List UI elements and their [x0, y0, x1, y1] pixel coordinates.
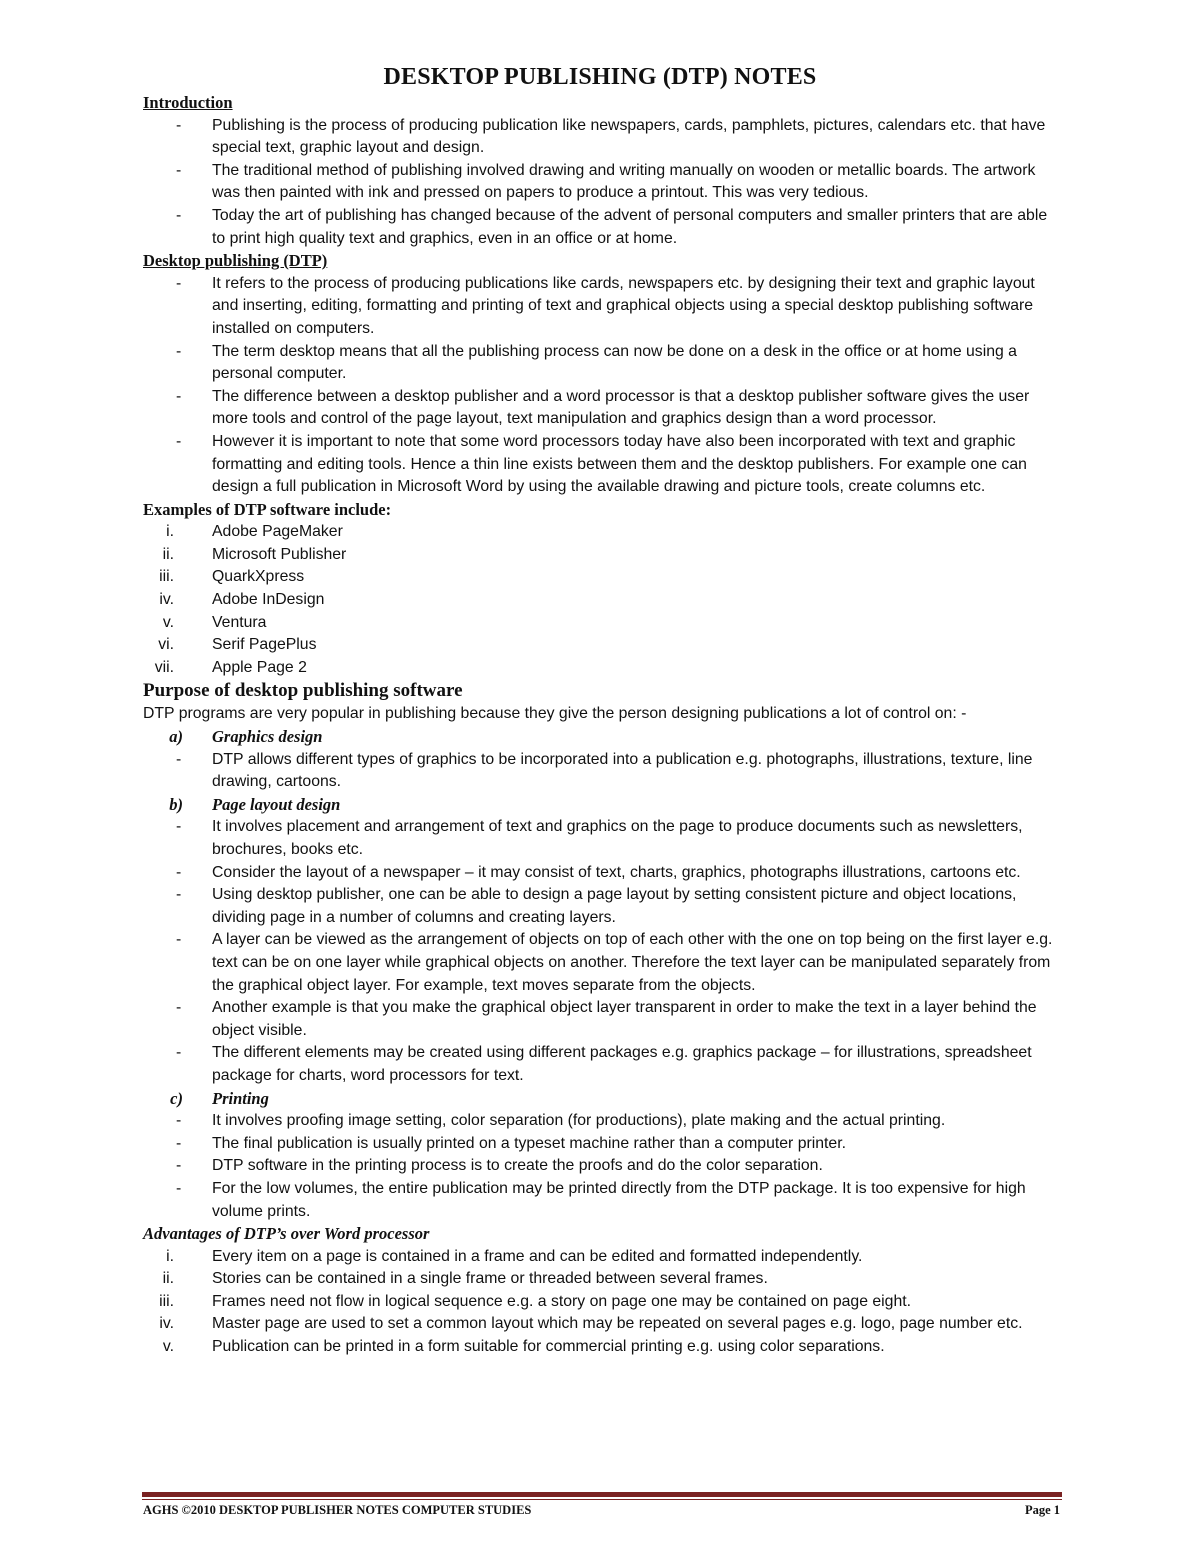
list-item — [143, 612, 1063, 635]
heading-advantages: Advantages of DTP’s over Word processor — [143, 1224, 430, 1244]
list-item: - It involves proofing image setting, color separation (for productions), plate making and the actual printing. — [143, 1110, 1063, 1133]
list-text: Frames need not flow in logical sequence e.g. a story on page one may be contained on page eight. — [212, 1292, 912, 1310]
list-item — [143, 566, 1063, 589]
sub-letter: c) — [170, 1088, 183, 1108]
list-numeral: v. — [162, 1338, 174, 1356]
list-item: - However it is important to note that some word processors today have also been incorporated with text and graphic formatting and editing tools. Hence a thin line exists between them and the desktop publishers. For example one can design a full publication in Microsoft Word by using the available drawing and picture tools, create columns etc. — [143, 431, 1063, 499]
advantages-list — [143, 1246, 1063, 1359]
list-text: Publication can be printed in a form suitable for commercial printing e.g. using color separations. — [212, 1338, 885, 1356]
list-text: Adobe InDesign — [212, 591, 325, 609]
list-numeral: v. — [162, 613, 174, 631]
list-item: - DTP software in the printing process is to create the proofs and do the color separation. — [143, 1155, 1063, 1178]
footer-rule-thin — [142, 1499, 1062, 1500]
sub-title: Graphics design — [212, 727, 323, 747]
printing-list — [143, 1110, 1063, 1223]
list-item — [143, 1291, 1063, 1314]
list-numeral: iii. — [159, 568, 174, 586]
list-numeral: iii. — [159, 1292, 174, 1310]
list-text: Apple Page 2 — [212, 658, 307, 676]
list-item: - Another example is that you make the graphical object layer transparent in order to make the text in a layer behind the object visible. — [143, 997, 1063, 1042]
list-text: Serif PagePlus — [212, 636, 317, 654]
list-item — [143, 521, 1063, 544]
page-number: Page 1 — [1024, 1503, 1060, 1517]
list-text: Adobe PageMaker — [212, 523, 343, 541]
sub-title: Printing — [212, 1088, 269, 1108]
dtp-list — [143, 273, 1063, 499]
list-item — [143, 1246, 1063, 1269]
heading-purpose: Purpose of desktop publishing software — [143, 680, 463, 702]
subheading-printing — [143, 1088, 1063, 1111]
list-numeral: iv. — [159, 1315, 174, 1333]
list-item: - Using desktop publisher, one can be able to design a page layout by setting consistent picture and object locations, dividing page in a number of columns and creating layers. — [143, 884, 1063, 929]
footer-rule — [142, 1492, 1062, 1497]
heading-introduction: Introduction — [143, 93, 233, 112]
list-numeral: vi. — [158, 636, 174, 654]
page-title: DESKTOP PUBLISHING (DTP) NOTES — [383, 64, 817, 90]
sub-title: Page layout design — [212, 794, 341, 814]
footer-text: AGHS ©2010 DESKTOP PUBLISHER NOTES COMPUTER STUDIES — [143, 1503, 532, 1517]
list-item — [143, 1336, 1063, 1359]
purpose-intro: DTP programs are very popular in publishing because they give the person designing publications a lot of control on: - — [143, 705, 967, 723]
graphics-list — [143, 749, 1063, 794]
heading-desktop-publishing: Desktop publishing (DTP) — [143, 251, 328, 271]
list-item — [143, 1268, 1063, 1291]
sub-letter: a) — [169, 727, 183, 747]
list-item: - For the low volumes, the entire publication may be printed directly from the DTP package. It is too expensive for high volume prints. — [143, 1178, 1063, 1223]
list-item — [143, 1313, 1063, 1336]
subheading-graphics-design — [143, 726, 1063, 749]
list-item: - Publishing is the process of producing publication like newspapers, cards, pamphlets, pictures, calendars etc. that have special text, graphic layout and design. — [143, 115, 1063, 160]
list-text: Ventura — [212, 613, 267, 631]
list-text: Master page are used to set a common layout which may be repeated on several pages e.g. logo, page number etc. — [212, 1315, 1023, 1333]
examples-list — [143, 521, 1063, 679]
layout-list — [143, 816, 1063, 1087]
list-item: - Today the art of publishing has changed because of the advent of personal computers and smaller printers that are able to print high quality text and graphics, even in an office or at home. — [143, 205, 1063, 250]
list-item: - The term desktop means that all the publishing process can now be done on a desk in the office or at home using a personal computer. — [143, 341, 1063, 386]
list-numeral: iv. — [159, 591, 174, 609]
list-numeral: vii. — [154, 658, 174, 676]
list-item: - A layer can be viewed as the arrangement of objects on top of each other with the one on top being on the first layer e.g. text can be on one layer while graphical objects on another. Therefore the text layer can be manipulated separately from the graphical object layer. For example, text moves separate from the objects. — [143, 929, 1063, 997]
list-item: - Consider the layout of a newspaper – it may consist of text, charts, graphics, photographs illustrations, cartoons etc. — [143, 862, 1063, 885]
list-numeral: i. — [166, 523, 174, 541]
list-text: Stories can be contained in a single frame or threaded between several frames. — [212, 1270, 768, 1288]
list-item — [143, 589, 1063, 612]
document-body — [143, 92, 1063, 1359]
list-text: Every item on a page is contained in a frame and can be edited and formatted independently. — [212, 1247, 863, 1265]
list-item: - DTP allows different types of graphics to be incorporated into a publication e.g. photographs, illustrations, texture, line drawing, cartoons. — [143, 749, 1063, 794]
list-item: - It involves placement and arrangement of text and graphics on the page to produce documents such as newsletters, brochures, books etc. — [143, 816, 1063, 861]
list-item: - It refers to the process of producing publications like cards, newspapers etc. by designing their text and graphic layout and inserting, editing, formatting and printing of text and graphical objects using a special desktop publishing software installed on computers. — [143, 273, 1063, 341]
list-text: QuarkXpress — [212, 568, 305, 586]
subheading-page-layout — [143, 794, 1063, 817]
list-item — [143, 634, 1063, 657]
list-item: - The difference between a desktop publisher and a word processor is that a desktop publisher software gives the user more tools and control of the page layout, text manipulation and graphics design than a word processor. — [143, 386, 1063, 431]
list-text: Microsoft Publisher — [212, 545, 347, 563]
list-item: - The final publication is usually printed on a typeset machine rather than a computer printer. — [143, 1133, 1063, 1156]
list-item: - The different elements may be created using different packages e.g. graphics package – for illustrations, spreadsheet package for charts, word processors for text. — [143, 1042, 1063, 1087]
sub-letter: b) — [169, 794, 183, 814]
list-numeral: i. — [166, 1247, 174, 1265]
heading-examples: Examples of DTP software include: — [143, 499, 392, 519]
list-item: - The traditional method of publishing involved drawing and writing manually on wooden or metallic boards. The artwork was then painted with ink and pressed on papers to produce a printout. This was very tedious. — [143, 160, 1063, 205]
list-item — [143, 544, 1063, 567]
list-numeral: ii. — [162, 545, 174, 563]
list-numeral: ii. — [162, 1270, 174, 1288]
intro-list — [143, 115, 1063, 251]
list-item — [143, 657, 1063, 680]
